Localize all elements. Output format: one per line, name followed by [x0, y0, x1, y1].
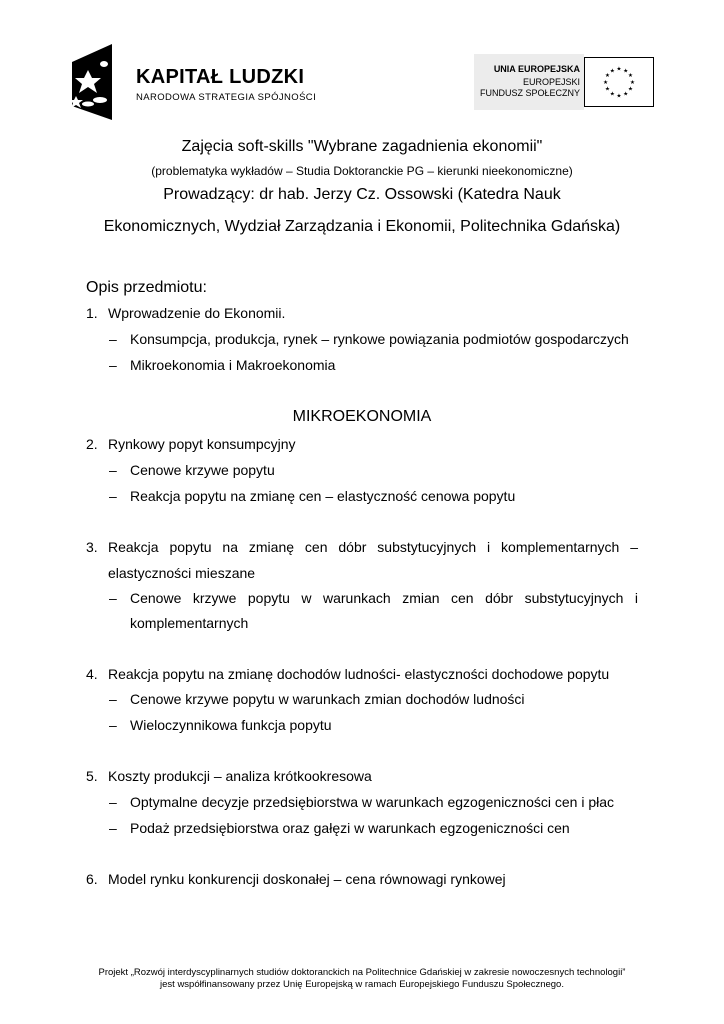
- svg-text:★: ★: [604, 73, 611, 80]
- kapital-ludzki-subtitle: NARODOWA STRATEGIA SPÓJNOŚCI: [136, 92, 317, 103]
- dash-marker: –: [109, 462, 117, 478]
- svg-text:★: ★: [629, 79, 636, 86]
- svg-text:★: ★: [623, 68, 629, 75]
- footer-line-1: Projekt „Rozwój interdyscyplinarnych studiów doktoranckich na Politechnice Gdańskiej w zakresie nowoczesnych technologii”: [98, 967, 626, 978]
- svg-text:★: ★: [602, 79, 609, 86]
- item-4-text: Reakcja popytu na zmianę dochodów ludności- elastyczności dochodowe popytu: [108, 666, 610, 682]
- item-3-sub-line-1: Cenowe krzywe popytu w warunkach zmian cen dóbr substytucyjnych i: [130, 590, 638, 606]
- lecturer-line-1: Prowadzący: dr hab. Jerzy Cz. Ossowski (Katedra Nauk: [163, 186, 561, 203]
- dash-marker: –: [109, 590, 117, 606]
- item-5-sub-1: Optymalne decyzje przedsiębiorstwa w warunkach egzogeniczności cen i płac: [130, 794, 615, 810]
- page-title: Zajęcia soft-skills "Wybrane zagadnienia ekonomii": [181, 138, 543, 155]
- item-1-number: 1.: [86, 305, 98, 321]
- dash-marker: –: [109, 691, 117, 707]
- item-5-sub-2: Podaż przedsiębiorstwa oraz gałęzi w warunkach egzogeniczności cen: [130, 820, 570, 836]
- item-2-text: Rynkowy popyt konsumpcyjny: [108, 436, 296, 452]
- item-6-text: Model rynku konkurencji doskonałej – cena równowagi rynkowej: [108, 871, 506, 887]
- dash-marker: –: [109, 794, 117, 810]
- eu-line-2: EUROPEJSKI: [522, 77, 580, 87]
- eu-line-3: FUNDUSZ SPOŁECZNY: [479, 88, 580, 98]
- dash-marker: –: [109, 820, 117, 836]
- item-1-text: Wprowadzenie do Ekonomii.: [108, 305, 286, 321]
- svg-text:★: ★: [616, 93, 622, 100]
- svg-text:★: ★: [627, 73, 634, 80]
- eu-line-1: UNIA EUROPEJSKA: [493, 64, 580, 74]
- item-2-number: 2.: [86, 436, 98, 452]
- kapital-ludzki-logo: [66, 44, 316, 120]
- item-3-number: 3.: [86, 539, 98, 555]
- eu-text-box: [474, 54, 584, 110]
- kapital-ludzki-flag-icon: [66, 44, 122, 120]
- item-5-text: Koszty produkcji – analiza krótkookresowa: [108, 768, 372, 784]
- item-3-sub-line-2: komplementarnych: [130, 615, 249, 631]
- svg-text:★: ★: [623, 91, 629, 98]
- dash-marker: –: [109, 331, 117, 347]
- course-description-heading: Opis przedmiotu:: [86, 279, 207, 296]
- item-3-text-line-2: elastyczności mieszane: [108, 565, 256, 581]
- item-2-sub-2: Reakcja popytu na zmianę cen – elastyczność cenowa popytu: [130, 488, 516, 504]
- dash-marker: –: [109, 717, 117, 733]
- item-1-sub-2: Mikroekonomia i Makroekonomia: [130, 357, 336, 373]
- item-2-sub-1: Cenowe krzywe popytu: [130, 462, 275, 478]
- svg-text:★: ★: [609, 91, 615, 98]
- item-1-sub-1: Konsumpcja, produkcja, rynek – rynkowe powiązania podmiotów gospodarczych: [130, 331, 629, 347]
- svg-text:★: ★: [604, 86, 611, 93]
- svg-text:★: ★: [609, 68, 615, 75]
- item-6-number: 6.: [86, 871, 98, 887]
- item-4-sub-2: Wieloczynnikowa funkcja popytu: [130, 717, 332, 733]
- lecturer-line-2: Ekonomicznych, Wydział Zarządzania i Ekonomii, Politechnika Gdańska): [103, 218, 621, 235]
- footer-line-2: jest współfinansowany przez Unię Europejską w ramach Europejskiego Funduszu Społecznego.: [160, 979, 564, 990]
- svg-text:★: ★: [627, 86, 634, 93]
- micro-heading: MIKROEKONOMIA: [292, 408, 432, 425]
- dash-marker: –: [109, 357, 117, 373]
- item-5-number: 5.: [86, 768, 98, 784]
- dash-marker: –: [109, 488, 117, 504]
- eu-logo: [474, 54, 656, 110]
- item-3-text-line-1: Reakcja popytu na zmianę cen dóbr substytucyjnych i komplementarnych –: [108, 539, 638, 555]
- svg-text:★: ★: [616, 66, 622, 73]
- kapital-ludzki-title: KAPITAŁ LUDZKI: [136, 66, 305, 88]
- item-4-sub-1: Cenowe krzywe popytu w warunkach zmian dochodów ludności: [130, 691, 525, 707]
- eu-flag-icon: [584, 57, 654, 107]
- item-4-number: 4.: [86, 666, 98, 682]
- page-subtitle: (problematyka wykładów – Studia Doktoranckie PG – kierunki nieekonomiczne): [151, 164, 573, 178]
